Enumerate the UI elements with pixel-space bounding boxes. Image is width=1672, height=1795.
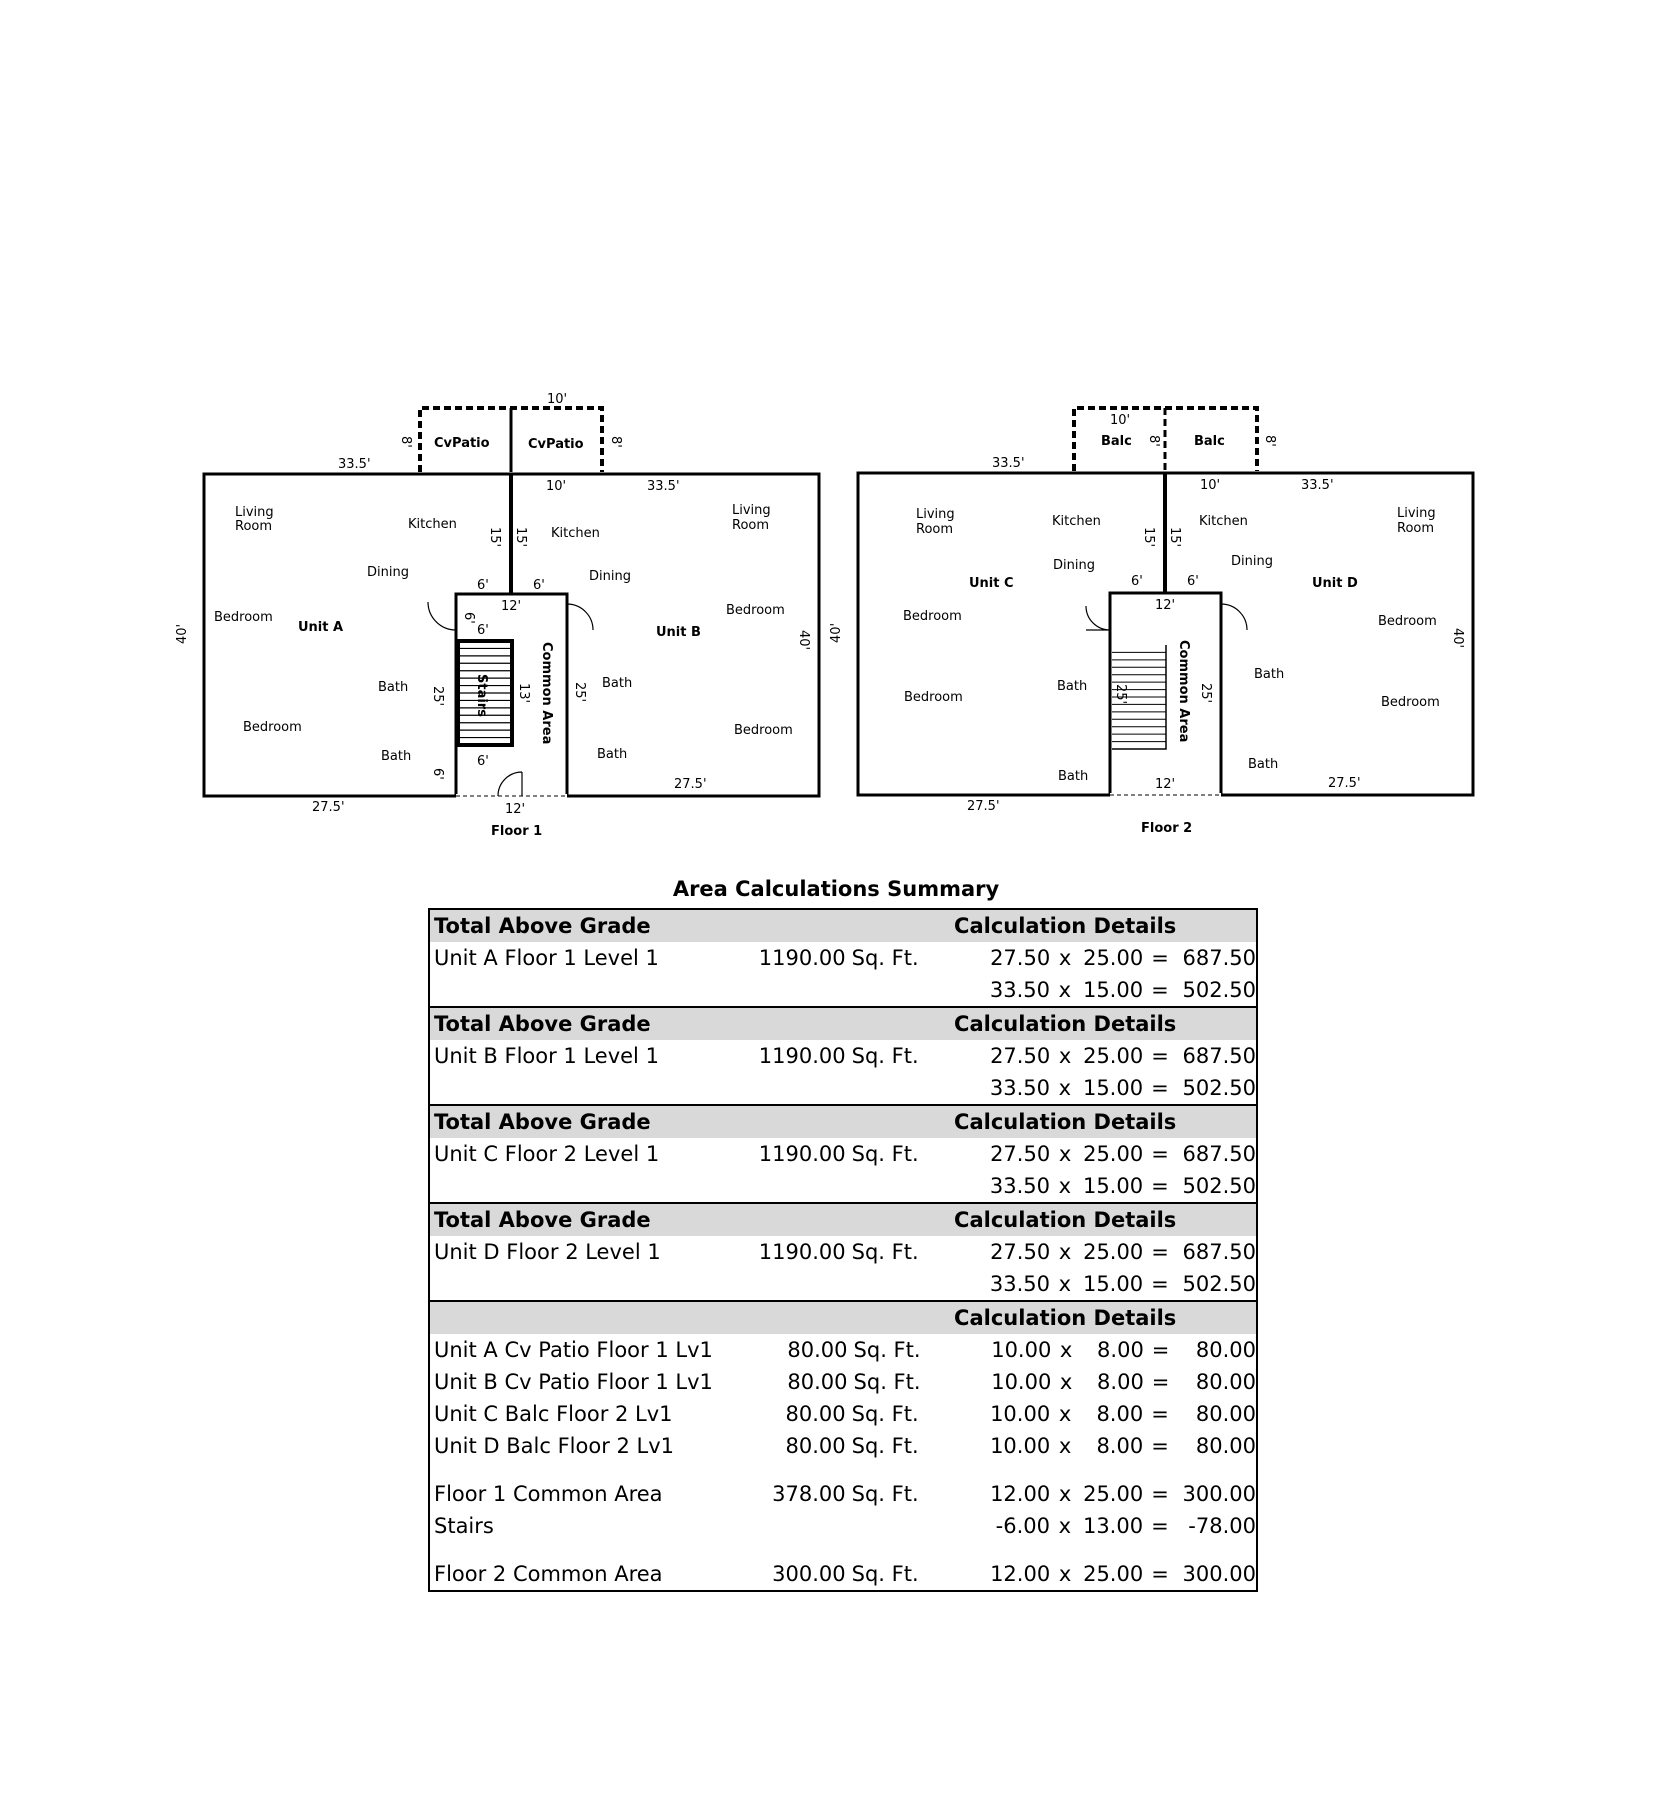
calc-factor-a: 27.50 — [990, 1240, 1051, 1264]
area-unit: Sq. Ft. — [851, 1142, 919, 1166]
calc-result: -78.00 — [1188, 1514, 1256, 1538]
dimension-label: 27.5' — [1328, 776, 1361, 791]
room-label: Bedroom — [1378, 614, 1437, 629]
section-header — [430, 1302, 1256, 1334]
calc-times: x — [1058, 1434, 1072, 1458]
calc-equals: = — [1151, 1370, 1170, 1394]
room-label: Room — [1397, 521, 1435, 536]
patio-label: CvPatio — [528, 437, 584, 452]
area-value: 1190.00 — [758, 1044, 846, 1068]
common-area-label: Common Area — [539, 642, 554, 745]
door-swing-icon — [1221, 604, 1247, 630]
calc-equals: = — [1151, 1434, 1169, 1458]
balcony-label: Balc — [1101, 434, 1132, 449]
room-label: Living — [732, 503, 771, 518]
calc-factor-a: 10.00 — [991, 1338, 1052, 1362]
room-label: Room — [916, 522, 954, 537]
dimension-label: 13' — [516, 683, 531, 704]
area-unit: Sq. Ft. — [853, 1370, 921, 1394]
calc-factor-a: 33.50 — [989, 1076, 1050, 1100]
row-gap — [430, 1462, 1256, 1478]
dimension-label: 40' — [829, 622, 844, 643]
table-row — [430, 942, 1256, 974]
calc-factor-a: 10.00 — [990, 1402, 1051, 1426]
calculation-details-label: Calculation Details — [954, 1306, 1177, 1330]
table-row — [430, 1040, 1256, 1072]
dimension-label: 6' — [477, 578, 489, 593]
calc-factor-a: 27.50 — [990, 1044, 1051, 1068]
dimension-label: 8' — [1146, 435, 1161, 447]
other-area-section — [430, 1300, 1256, 1590]
calc-result: 687.50 — [1182, 1142, 1256, 1166]
area-value: 80.00 — [787, 1338, 848, 1362]
room-label: Living — [1397, 506, 1436, 521]
dimension-label: 15' — [513, 527, 528, 548]
area-name: Unit B Cv Patio Floor 1 Lv1 — [434, 1370, 713, 1394]
area-name: Unit A Cv Patio Floor 1 Lv1 — [434, 1338, 713, 1362]
room-label: Kitchen — [1199, 514, 1248, 529]
dimension-label: 33.5' — [338, 457, 371, 472]
calc-times: x — [1058, 1482, 1072, 1506]
calc-result: 687.50 — [1182, 1044, 1256, 1068]
calc-factor-a: 10.00 — [991, 1370, 1052, 1394]
calc-factor-b: 8.00 — [1096, 1402, 1144, 1426]
dimension-label: 33.5' — [992, 456, 1025, 471]
calc-equals: = — [1151, 1272, 1169, 1296]
calc-times: x — [1058, 1044, 1072, 1068]
calc-times: x — [1058, 1272, 1072, 1296]
room-label: Bath — [602, 676, 633, 691]
area-unit: Sq. Ft. — [851, 946, 919, 970]
calc-factor-a: 33.50 — [989, 978, 1050, 1002]
area-name: Unit B Floor 1 Level 1 — [434, 1044, 659, 1068]
calc-times: x — [1059, 1338, 1073, 1362]
patio-label: CvPatio — [434, 436, 490, 451]
area-unit: Sq. Ft. — [851, 1562, 919, 1586]
room-label: Dining — [1053, 558, 1095, 573]
calc-times: x — [1058, 1174, 1072, 1198]
room-label: Living — [235, 505, 274, 520]
dimension-label: 6' — [430, 768, 445, 780]
dimension-label: 12' — [1155, 777, 1176, 792]
table-row — [430, 1138, 1256, 1170]
dimension-label: 15' — [1141, 527, 1156, 548]
unit-area-section — [430, 910, 1256, 1006]
dimension-label: 33.5' — [647, 479, 680, 494]
table-row — [430, 1398, 1256, 1430]
dimension-label: 12' — [1155, 598, 1176, 613]
calc-factor-b: 15.00 — [1082, 1174, 1144, 1198]
dimension-label: 33.5' — [1301, 478, 1334, 493]
unit-area-section — [430, 1202, 1256, 1300]
total-above-grade-label: Total Above Grade — [434, 1012, 651, 1036]
floor-2-plan — [829, 408, 1473, 836]
common-area-label: Common Area — [1176, 640, 1191, 743]
dimension-label: 6' — [477, 623, 489, 638]
room-label: Bath — [1058, 769, 1089, 784]
area-value: 378.00 — [772, 1482, 846, 1506]
calc-result: 502.50 — [1182, 1272, 1256, 1296]
calc-factor-b: 25.00 — [1083, 946, 1144, 970]
area-name: Unit C Balc Floor 2 Lv1 — [434, 1402, 673, 1426]
door-swing-icon — [1086, 606, 1110, 630]
dimension-label: 10' — [1110, 413, 1131, 428]
calc-factor-b: 25.00 — [1083, 1240, 1144, 1264]
calc-equals: = — [1151, 946, 1169, 970]
room-label: Room — [732, 518, 770, 533]
calc-times: x — [1059, 1370, 1073, 1394]
room-label: Room — [235, 519, 273, 534]
dimension-label: 27.5' — [312, 800, 345, 815]
dimension-label: 12' — [505, 802, 526, 817]
table-row — [430, 1072, 1256, 1104]
dimension-label: 15' — [487, 527, 502, 548]
calc-factor-b: 8.00 — [1096, 1434, 1144, 1458]
calc-times: x — [1058, 1562, 1072, 1586]
dimension-label: 10' — [547, 392, 568, 407]
calc-factor-a: 10.00 — [990, 1434, 1051, 1458]
room-label: Bath — [1254, 667, 1285, 682]
area-value: 1190.00 — [758, 946, 846, 970]
calc-factor-a: 33.50 — [989, 1272, 1050, 1296]
room-label: Bath — [1057, 679, 1088, 694]
dimension-label: 8' — [608, 436, 623, 448]
calc-equals: = — [1151, 1174, 1169, 1198]
calc-result: 80.00 — [1195, 1434, 1256, 1458]
calc-result: 80.00 — [1195, 1370, 1256, 1394]
table-row — [430, 1236, 1256, 1268]
area-unit: Sq. Ft. — [851, 1434, 919, 1458]
area-unit: Sq. Ft. — [851, 1402, 919, 1426]
calc-factor-a: 33.50 — [989, 1174, 1050, 1198]
area-value: 1190.00 — [758, 1142, 846, 1166]
calc-factor-a: 12.00 — [990, 1562, 1051, 1586]
door-swing-icon — [567, 604, 593, 630]
unit-b-label: Unit B — [656, 625, 701, 640]
unit-area-section — [430, 1006, 1256, 1104]
area-value: 80.00 — [785, 1434, 846, 1458]
room-label: Dining — [1231, 554, 1273, 569]
table-row — [430, 1510, 1256, 1542]
calc-times: x — [1058, 946, 1072, 970]
calc-times: x — [1058, 1514, 1072, 1538]
dimension-label: 40' — [1450, 628, 1465, 649]
room-label: Bath — [381, 749, 412, 764]
dimension-label: 25' — [572, 682, 587, 703]
area-name: Floor 1 Common Area — [434, 1482, 663, 1506]
dimension-label: 25' — [1113, 684, 1128, 705]
calculation-details-label: Calculation Details — [954, 1208, 1177, 1232]
table-row — [430, 1478, 1256, 1510]
room-label: Bedroom — [214, 610, 273, 625]
calc-result: 80.00 — [1195, 1402, 1256, 1426]
calc-result: 687.50 — [1182, 1240, 1256, 1264]
calc-factor-b: 15.00 — [1082, 1076, 1144, 1100]
calc-equals: = — [1151, 1402, 1169, 1426]
calc-result: 502.50 — [1182, 1174, 1256, 1198]
calc-factor-b: 15.00 — [1082, 1272, 1144, 1296]
floor-plans — [0, 0, 1672, 870]
unit-area-section — [430, 1104, 1256, 1202]
calc-factor-a: 12.00 — [990, 1482, 1051, 1506]
calc-equals: = — [1151, 1482, 1169, 1506]
room-label: Bedroom — [243, 720, 302, 735]
dimension-label: 10' — [1200, 478, 1221, 493]
calc-times: x — [1058, 1402, 1072, 1426]
dimension-label: 8' — [1262, 435, 1277, 447]
calc-factor-b: 25.00 — [1083, 1044, 1144, 1068]
calc-equals: = — [1151, 1142, 1169, 1166]
calc-factor-b: 13.00 — [1082, 1514, 1144, 1538]
calculation-details-label: Calculation Details — [954, 1012, 1177, 1036]
calc-factor-a: -6.00 — [995, 1514, 1050, 1538]
calc-factor-b: 25.00 — [1083, 1482, 1144, 1506]
calc-factor-b: 25.00 — [1083, 1142, 1144, 1166]
area-value: 300.00 — [772, 1562, 846, 1586]
dimension-label: 27.5' — [967, 799, 1000, 814]
calc-equals: = — [1151, 978, 1169, 1002]
table-row — [430, 1268, 1256, 1300]
calc-times: x — [1058, 1240, 1072, 1264]
room-label: Dining — [589, 569, 631, 584]
room-label: Bedroom — [904, 690, 963, 705]
room-label: Bedroom — [903, 609, 962, 624]
section-header — [430, 910, 1256, 942]
dimension-label: 27.5' — [674, 777, 707, 792]
room-label: Kitchen — [551, 526, 600, 541]
row-gap — [430, 1542, 1256, 1558]
room-label: Living — [916, 507, 955, 522]
area-name: Unit D Balc Floor 2 Lv1 — [434, 1434, 675, 1458]
dimension-label: 6' — [461, 612, 476, 624]
calc-factor-b: 8.00 — [1097, 1338, 1144, 1362]
table-row — [430, 1170, 1256, 1202]
calc-times: x — [1058, 978, 1072, 1002]
area-unit: Sq. Ft. — [851, 1240, 919, 1264]
calc-result: 300.00 — [1182, 1562, 1256, 1586]
floor-1-caption: Floor 1 — [491, 824, 543, 839]
dimension-label: 25' — [1198, 683, 1213, 704]
area-unit: Sq. Ft. — [853, 1338, 921, 1362]
table-row — [430, 974, 1256, 1006]
area-name: Unit C Floor 2 Level 1 — [434, 1142, 660, 1166]
calc-factor-b: 8.00 — [1097, 1370, 1144, 1394]
area-value: 80.00 — [785, 1402, 846, 1426]
area-value: 80.00 — [787, 1370, 848, 1394]
calc-result: 300.00 — [1182, 1482, 1256, 1506]
dimension-label: 12' — [501, 599, 522, 614]
total-above-grade-label: Total Above Grade — [434, 1110, 651, 1134]
calc-equals: = — [1151, 1562, 1169, 1586]
calc-factor-b: 15.00 — [1082, 978, 1144, 1002]
room-label: Bedroom — [726, 603, 785, 618]
dimension-label: 25' — [430, 686, 445, 707]
area-summary-title: Area Calculations Summary — [672, 877, 1000, 901]
calc-equals: = — [1151, 1076, 1169, 1100]
room-label: Kitchen — [408, 517, 457, 532]
area-unit: Sq. Ft. — [851, 1482, 919, 1506]
area-name: Unit A Floor 1 Level 1 — [434, 946, 659, 970]
area-name: Stairs — [434, 1514, 494, 1538]
floor-2-caption: Floor 2 — [1141, 821, 1193, 836]
calc-result: 502.50 — [1182, 978, 1256, 1002]
room-label: Bedroom — [734, 723, 793, 738]
floor-1-plan — [175, 392, 819, 839]
stairs-label: Stairs — [474, 674, 489, 717]
room-label: Bath — [597, 747, 628, 762]
table-row — [430, 1366, 1256, 1398]
area-value: 1190.00 — [758, 1240, 846, 1264]
dimension-label: 6' — [1131, 574, 1143, 589]
total-above-grade-label: Total Above Grade — [434, 914, 651, 938]
dimension-label: 40' — [175, 623, 190, 644]
dimension-label: 6' — [1187, 574, 1199, 589]
room-label: Bath — [378, 680, 409, 695]
calc-factor-a: 27.50 — [990, 1142, 1051, 1166]
area-unit: Sq. Ft. — [851, 1044, 919, 1068]
table-row — [430, 1334, 1256, 1366]
calc-equals: = — [1151, 1240, 1169, 1264]
dimension-label: 15' — [1167, 527, 1182, 548]
calc-result: 80.00 — [1195, 1338, 1256, 1362]
calc-times: x — [1058, 1076, 1072, 1100]
section-header — [430, 1204, 1256, 1236]
section-header — [430, 1106, 1256, 1138]
room-label: Bath — [1248, 757, 1279, 772]
balcony-label: Balc — [1194, 434, 1225, 449]
total-above-grade-label: Total Above Grade — [434, 1208, 651, 1232]
calculation-details-label: Calculation Details — [954, 914, 1177, 938]
calc-result: 502.50 — [1182, 1076, 1256, 1100]
door-swing-icon — [428, 602, 456, 630]
unit-d-label: Unit D — [1312, 576, 1358, 591]
area-name: Floor 2 Common Area — [434, 1562, 663, 1586]
room-label: Dining — [367, 565, 409, 580]
dimension-label: 40' — [796, 630, 811, 651]
table-row — [430, 1430, 1256, 1462]
unit-c-label: Unit C — [969, 576, 1014, 591]
room-label: Kitchen — [1052, 514, 1101, 529]
unit-a-label: Unit A — [298, 620, 344, 635]
door-swing-icon — [498, 772, 522, 796]
room-label: Bedroom — [1381, 695, 1440, 710]
dimension-label: 8' — [398, 436, 413, 448]
area-name: Unit D Floor 2 Level 1 — [434, 1240, 661, 1264]
calc-factor-a: 27.50 — [990, 946, 1051, 970]
calc-equals: = — [1151, 1044, 1169, 1068]
dimension-label: 6' — [533, 578, 545, 593]
table-row — [430, 1558, 1256, 1590]
area-calculations-table — [428, 908, 1258, 1592]
calc-result: 687.50 — [1182, 946, 1256, 970]
calculation-details-label: Calculation Details — [954, 1110, 1177, 1134]
calc-factor-b: 25.00 — [1083, 1562, 1144, 1586]
dimension-label: 10' — [546, 479, 567, 494]
calc-times: x — [1058, 1142, 1072, 1166]
section-header — [430, 1008, 1256, 1040]
calc-equals: = — [1151, 1338, 1170, 1362]
calc-equals: = — [1151, 1514, 1169, 1538]
dimension-label: 6' — [477, 754, 489, 769]
